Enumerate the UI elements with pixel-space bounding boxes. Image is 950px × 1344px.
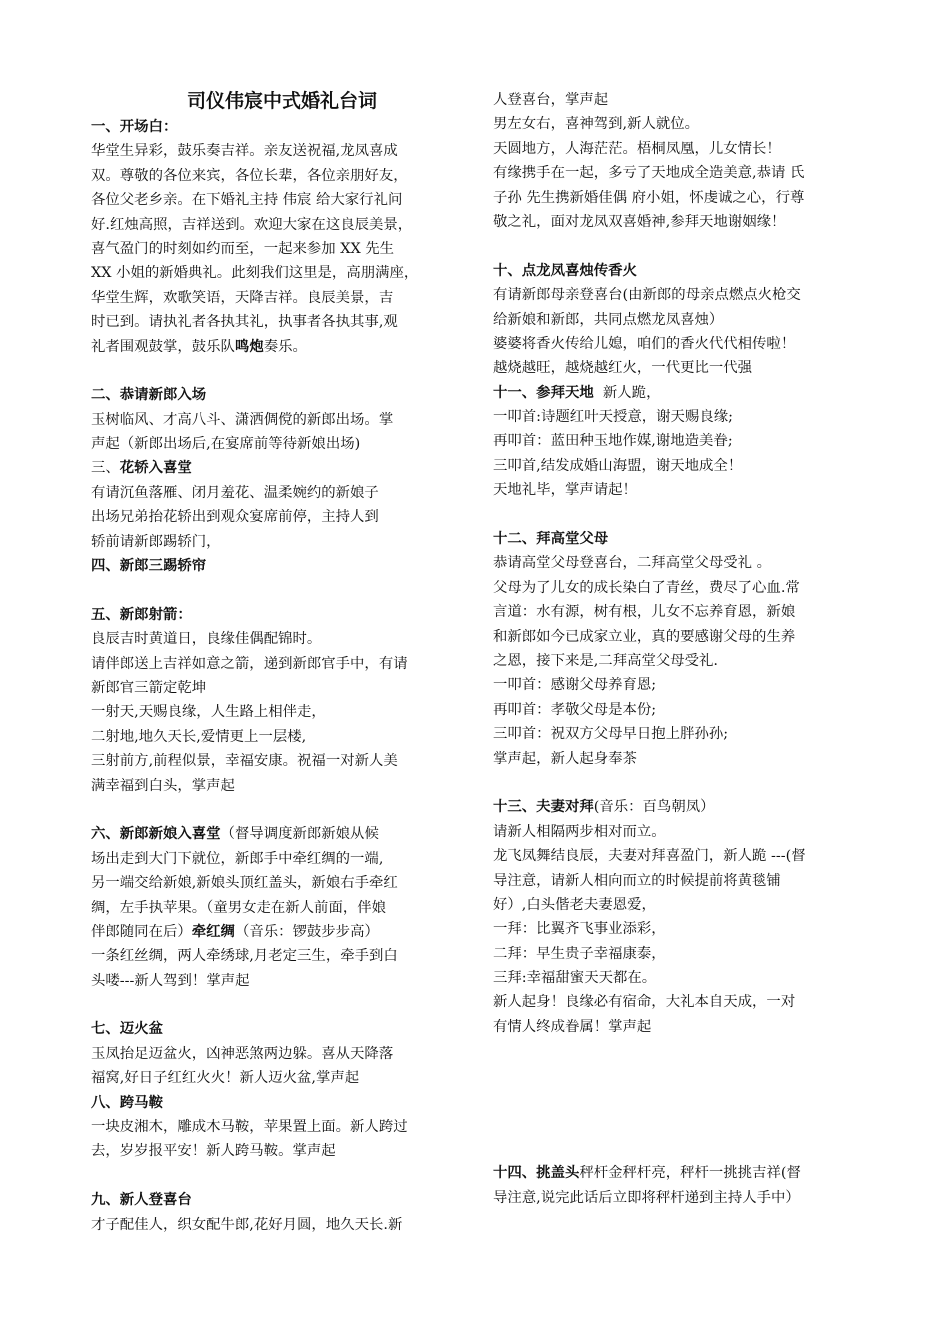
- section-11-text: 新人跪，: [593, 384, 661, 401]
- section-9-line: 有缘携手在一起，多亏了天地成全造美意,恭请 氏: [493, 165, 805, 182]
- section-10-heading: 十、点龙凤喜烛传香火: [493, 262, 637, 279]
- section-12-line: 之恩，接下来是,二拜高堂父母受礼.: [493, 652, 719, 669]
- spacer: [493, 1039, 861, 1161]
- section-9-line: 子孙 先生携新婚佳偶 府小姐，怀虔诚之心，行尊: [493, 189, 805, 206]
- section-6-line: 绸，左手执苹果。（童男女走在新人前面，伴娘: [91, 899, 387, 916]
- section-1-line: 好.红烛高照，吉祥送到。欢迎大家在这良辰美景，: [91, 216, 413, 233]
- section-5-line: 新郎官三箭定乾坤: [91, 679, 207, 696]
- section-13-line: 导注意，请新人相向而立的时候提前将黄毯铺: [493, 872, 781, 889]
- spacer: [91, 993, 463, 1017]
- section-12-line: 三叩首：祝双方父母早日抱上胖孙孙;: [493, 726, 729, 743]
- section-3-line: 轿前请新郎踢轿门，: [91, 533, 221, 550]
- section-10-line: 婆婆将香火传给儿媳，咱们的香火代代相传啦！: [493, 335, 796, 352]
- section-11-heading-line: [493, 381, 861, 405]
- section-11-heading: 十一、参拜天地: [493, 384, 594, 401]
- spacer: [91, 578, 463, 602]
- section-7-line: 福窝,好日子红红火火！新人迈火盆,掌声起: [91, 1070, 360, 1087]
- section-14-heading-line: [493, 1161, 861, 1185]
- section-12-line: 掌声起，新人起身奉茶: [493, 750, 637, 767]
- left-column: [91, 88, 463, 1237]
- section-6-heading: 六、新郎新娘入喜堂: [91, 826, 221, 843]
- section-6-line: 场出走到大门下就位，新郎手中牵红绸的一端,: [91, 850, 384, 867]
- section-1-line: XX 小姐的新婚典礼。此刻我们这里是，高朋满座，: [91, 265, 419, 282]
- section-11-line: 一叩首:诗题红叶天授意，谢天赐良缘;: [493, 409, 733, 426]
- section-13-line: 新人起身！良缘必有宿命，大礼本自天成，一对: [493, 994, 796, 1011]
- section-1-text: 奏乐。: [263, 338, 307, 355]
- section-9-line: 才子配佳人，织女配牛郎,花好月圆，地久天长.新: [91, 1216, 403, 1233]
- section-14-line: 导注意,说完此话后立即将秤杆递到主持人手中）: [493, 1189, 800, 1206]
- section-12-line: 一叩首：感谢父母养育恩;: [493, 677, 657, 694]
- page-title: 司仪伟宸中式婚礼台词: [186, 90, 377, 112]
- section-13-line: 二拜：早生贵子幸福康泰，: [493, 945, 666, 962]
- spacer: [493, 503, 861, 527]
- section-6-text: （音乐：锣鼓步步高）: [234, 923, 379, 940]
- section-11-line: 三叩首,结发成婚山海盟，谢天地成全！: [493, 457, 743, 474]
- section-13-line: 请新人相隔两步相对而立。: [493, 823, 666, 840]
- section-8-heading: 八、跨马鞍: [91, 1094, 163, 1111]
- section-13-line: 有情人终成眷属！掌声起: [493, 1018, 652, 1035]
- section-1-line: 喜气盈门的时刻如约而至，一起来参加 XX 先生: [91, 240, 395, 257]
- spacer: [91, 1164, 463, 1188]
- section-5-line: 一射天,天赐良缘，人生路上相伴走，: [91, 704, 326, 721]
- section-1-text: 礼者围观鼓掌，鼓乐队: [91, 338, 235, 355]
- section-13-line: 龙飞凤舞结良辰，夫妻对拜喜盈门，新人跪 ---(督: [493, 848, 806, 865]
- section-6-line: 一条红丝绸，两人牵绣球,月老定三生，牵手到白: [91, 948, 398, 965]
- spacer: [493, 234, 861, 258]
- section-1-line: [91, 335, 463, 359]
- section-1-line: 时已到。请执礼者各执其礼，执事者各执其事,观: [91, 314, 398, 331]
- section-13-line: 一拜：比翼齐飞事业添彩，: [493, 921, 666, 938]
- right-column: [493, 88, 861, 1210]
- section-10-line: 给新娘和新郎，共同点燃龙凤喜烛）: [493, 311, 724, 328]
- section-6-bold-text: 牵红绸: [191, 923, 235, 940]
- section-6-text: （督导调度新郎新娘从候: [220, 826, 379, 843]
- section-3-line: 出场兄弟抬花轿出到观众宴席前停，主持人到: [91, 509, 379, 526]
- section-11-line: 天地礼毕，掌声请起！: [493, 482, 637, 499]
- section-6-text: 伴郎随同在后）: [91, 923, 192, 940]
- section-1-bold-text: 鸣炮: [234, 338, 264, 355]
- section-5-line: 满幸福到白头，掌声起: [91, 777, 235, 794]
- section-1-heading: 一、开场白：: [91, 119, 178, 135]
- section-7-line: 玉凤抬足迈盆火，凶神恶煞两边躲。喜从天降落: [91, 1045, 394, 1062]
- section-13-text: (音乐：百鸟朝凤）: [593, 799, 715, 816]
- section-13-line: 好）,白头偕老夫妻恩爱，: [493, 896, 656, 913]
- section-11-line: 再叩首：蓝田种玉地作媒,谢地造美眷;: [493, 433, 733, 450]
- section-5-heading: 五、新郎射箭：: [91, 606, 192, 623]
- section-4-heading: 四、新郎三踢轿帘: [91, 558, 207, 575]
- section-6-line: 头喽---新人驾到！掌声起: [91, 972, 250, 989]
- spacer: [91, 798, 463, 822]
- section-10-line: 越烧越旺，越烧越红火，一代更比一代强: [493, 360, 753, 377]
- section-7-heading: 七、迈火盆: [91, 1021, 163, 1038]
- section-1-line: 华堂生异彩，鼓乐奏吉祥。亲友送祝福,龙凤喜成: [91, 143, 398, 160]
- section-6-line: 另一端交给新娘,新娘头顶红盖头，新娘右手牵红: [91, 875, 398, 892]
- section-12-heading: 十二、拜高堂父母: [493, 531, 609, 548]
- section-13-heading-line: [493, 795, 861, 819]
- section-8-line: 一块皮湘木，雕成木马鞍，苹果置上面。新人跨过: [91, 1119, 408, 1136]
- section-9-line: 男左女右，喜神驾到,新人就位。: [493, 116, 700, 133]
- section-12-line: 和新郎如今已成家立业，真的要感谢父母的生养: [493, 628, 796, 645]
- section-3-line: 有请沉鱼落雁、闭月羞花、温柔婉约的新娘子: [91, 484, 379, 501]
- section-12-line: 言道：水有源，树有根，儿女不忘养育恩，新娘: [493, 604, 796, 621]
- section-12-line: 父母为了儿女的成长染白了青丝，费尽了心血.常: [493, 579, 800, 596]
- section-5-line: 请伴郎送上吉祥如意之箭，递到新郎官手中，有请: [91, 655, 408, 672]
- section-9-line: 人登喜台，掌声起: [493, 92, 609, 108]
- section-14-heading: 十四、挑盖头: [493, 1165, 580, 1182]
- section-9-line: 天圆地方，人海茫茫。梧桐凤凰，儿女情长！: [493, 140, 781, 157]
- section-2-line: 玉树临风、才高八斗、潇洒倜傥的新郎出场。掌: [91, 411, 394, 428]
- section-5-line: 三射前方,前程似景，幸福安康。祝福一对新人美: [91, 753, 398, 770]
- section-6-line: [91, 920, 463, 944]
- section-13-heading: 十三、夫妻对拜: [493, 799, 594, 816]
- section-9-line: 敬之礼，面对龙凤双喜婚神,参拜天地谢姻缘！: [493, 213, 786, 230]
- section-3-heading: [91, 456, 463, 480]
- spacer: [91, 359, 463, 383]
- section-8-line: 去，岁岁报平安！新人跨马鞍。掌声起: [91, 1143, 336, 1160]
- section-3-title: 花轿入喜堂: [119, 460, 192, 477]
- section-1-line: 华堂生辉，欢歌笑语，天降吉祥。良辰美景，吉: [91, 289, 394, 306]
- section-12-line: 恭请高堂父母登喜台，二拜高堂父母受礼 。: [493, 555, 771, 572]
- section-13-line: 三拜:幸福甜蜜天天都在。: [493, 970, 657, 987]
- section-1-line: 各位父老乡亲。在下婚礼主持 伟宸 给大家行礼问: [91, 192, 403, 209]
- section-10-line: 有请新郎母亲登喜台(由新郎的母亲点燃点火枪交: [493, 287, 801, 304]
- section-12-line: 再叩首：孝敬父母是本份;: [493, 701, 657, 718]
- section-2-line: 声起（新郎出场后,在宴席前等待新娘出场): [91, 436, 361, 453]
- section-1-line: 双。尊敬的各位来宾，各位长辈，各位亲朋好友，: [91, 167, 408, 184]
- section-3-number: 三、: [91, 460, 120, 477]
- section-2-heading: 二、恭请新郎入场: [91, 387, 207, 404]
- section-5-line: 二射地,地久天长,爱情更上一层楼,: [91, 728, 307, 745]
- spacer: [493, 771, 861, 795]
- section-5-line: 良辰吉时黄道日，良缘佳偶配锦时。: [91, 631, 322, 648]
- section-6-heading-line: [91, 822, 463, 846]
- section-14-text: 秤杆金秤杆亮，秤杆一挑挑吉祥(督: [579, 1165, 801, 1182]
- section-9-heading: 九、新人登喜台: [91, 1192, 192, 1209]
